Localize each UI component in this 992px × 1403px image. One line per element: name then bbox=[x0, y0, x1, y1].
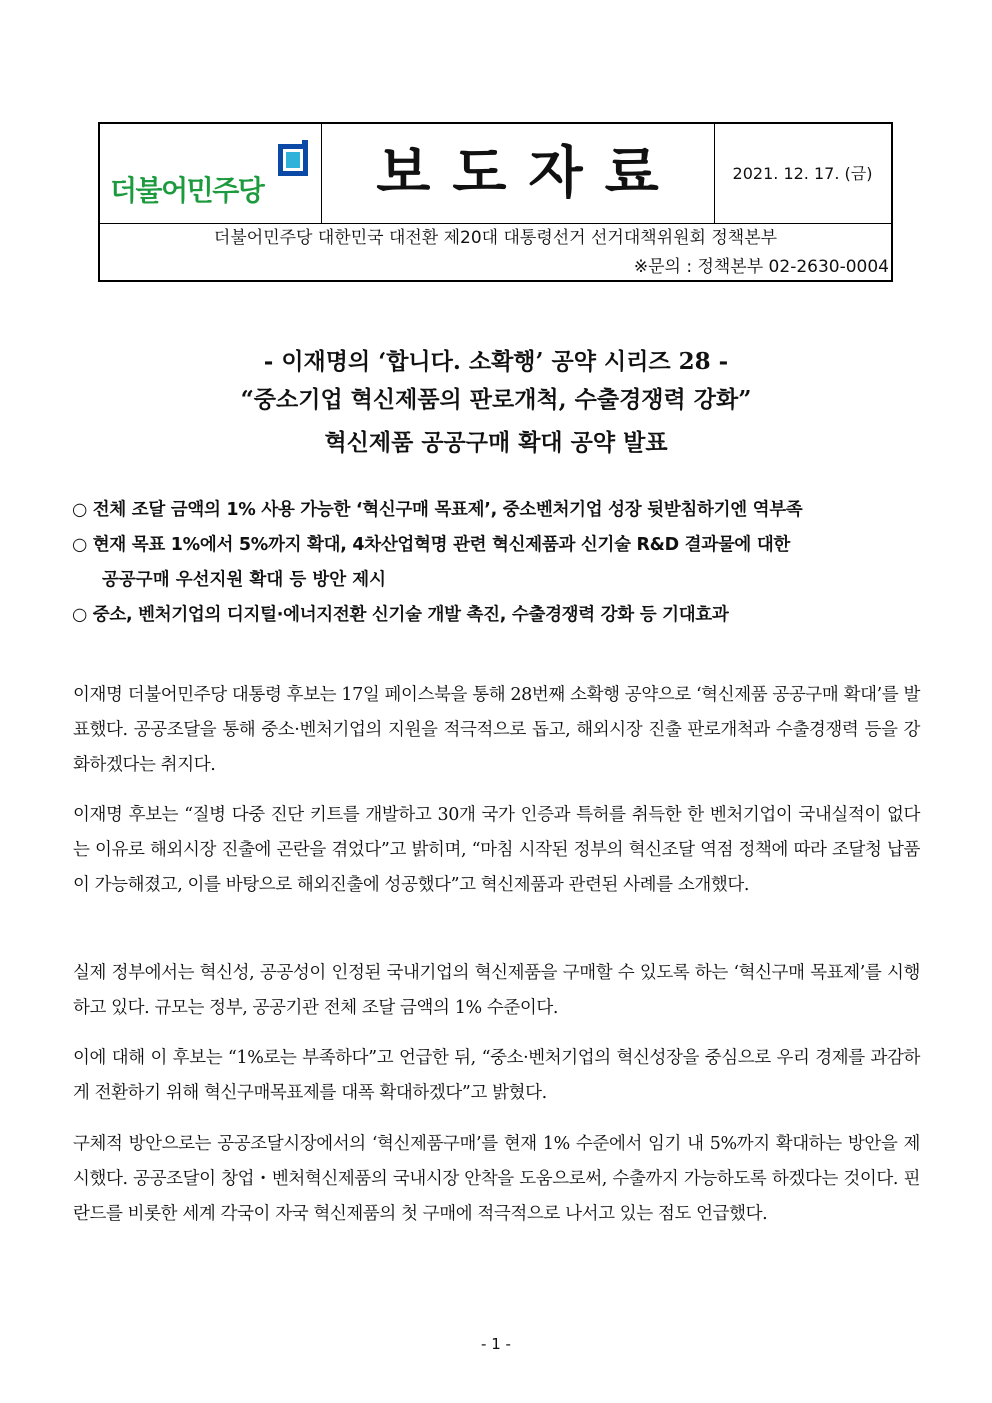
summary-bullet-3: ○ 중소, 벤처기업의 디지털·에너지전환 신기술 개발 촉진, 수출경쟁력 강화 등 기대효과 bbox=[72, 605, 729, 625]
body-paragraph-3: 실제 정부에서는 혁신성, 공공성이 인정된 국내기업의 혁신제품을 구매할 수 있도록 하는 ‘혁신구매 목표제’를 시행하고 있다. 규모는 정부, 공공기관 전체 조달 금액의 1% 수준이다. bbox=[73, 963, 920, 1018]
press-release-header bbox=[98, 122, 893, 282]
date-cell bbox=[714, 124, 891, 223]
body-paragraph-2: 이재명 후보는 “질병 다중 진단 키트를 개발하고 30개 국가 인증과 특허를 취득한 한 벤처기업이 국내실적이 없다는 이유로 해외시장 진출에 곤란을 겪었다”고 밝히며, “마침 시작된 정부의 혁신조달 역점 정책에 따라 조달청 납품이 가능해졌고, 이를 바탕으로 해외진출에 성공했다”고 혁신제품과 관련된 사례를 소개했다. bbox=[73, 805, 920, 895]
party-logo-icon bbox=[278, 140, 310, 180]
body-paragraph-5: 구체적 방안으로는 공공조달시장에서의 ‘혁신제품구매’를 현재 1% 수준에서 임기 내 5%까지 확대하는 방안을 제시했다. 공공조달이 창업・벤처혁신제품의 국내시장 안착을 도움으로써, 수출까지 가능하도록 하겠다는 것이다. 핀란드를 비롯한 세계 각국이 자국 혁신제품의 첫 구매에 적극적으로 나서고 있는 점도 언급했다. bbox=[73, 1134, 920, 1224]
headline-sub: 혁신제품 공공구매 확대 공약 발표 bbox=[324, 429, 668, 456]
header-top-row bbox=[100, 124, 891, 224]
summary-bullet-2-continued: 공공구매 우선지원 확대 등 방안 제시 bbox=[102, 570, 387, 590]
organization-line: 더불어민주당 대한민국 대전환 제20대 대통령선거 선거대책위원회 정책본부 bbox=[213, 228, 778, 248]
document-title: 보도자료 bbox=[376, 141, 681, 206]
headline-main: “중소기업 혁신제품의 판로개척, 수출경쟁력 강화” bbox=[240, 386, 752, 413]
headline-series: - 이재명의 ‘합니다. 소확행’ 공약 시리즈 28 - bbox=[263, 348, 729, 375]
logo-cell bbox=[100, 124, 322, 223]
summary-bullet-1: ○ 전체 조달 금액의 1% 사용 가능한 ‘혁신구매 목표제’, 중소벤처기업 성장 뒷받침하기엔 역부족 bbox=[72, 500, 803, 520]
release-date: 2021. 12. 17. (금) bbox=[732, 164, 873, 183]
summary-bullet-2: ○ 현재 목표 1%에서 5%까지 확대, 4차산업혁명 관련 혁신제품과 신기술 R&D 결과물에 대한 bbox=[72, 535, 791, 555]
page-number: - 1 - bbox=[481, 1335, 511, 1353]
body-paragraph-4: 이에 대해 이 후보는 “1%로는 부족하다”고 언급한 뒤, “중소·벤처기업의 혁신성장을 중심으로 우리 경제를 과감하게 전환하기 위해 혁신구매목표제를 대폭 확대하겠다”고 밝혔다. bbox=[73, 1048, 920, 1103]
body-paragraph-1: 이재명 더불어민주당 대통령 후보는 17일 페이스북을 통해 28번째 소확행 공약으로 ‘혁신제품 공공구매 확대’를 발표했다. 공공조달을 통해 중소·벤처기업의 지원을 적극적으로 돕고, 해외시장 진출 판로개척과 수출경쟁력 등을 강화하겠다는 취지다. bbox=[73, 685, 920, 775]
contact-line: ※문의 : 정책본부 02-2630-0004 bbox=[633, 257, 889, 277]
party-logo-text: 더불어민주당 bbox=[110, 174, 264, 207]
title-cell bbox=[321, 124, 715, 223]
